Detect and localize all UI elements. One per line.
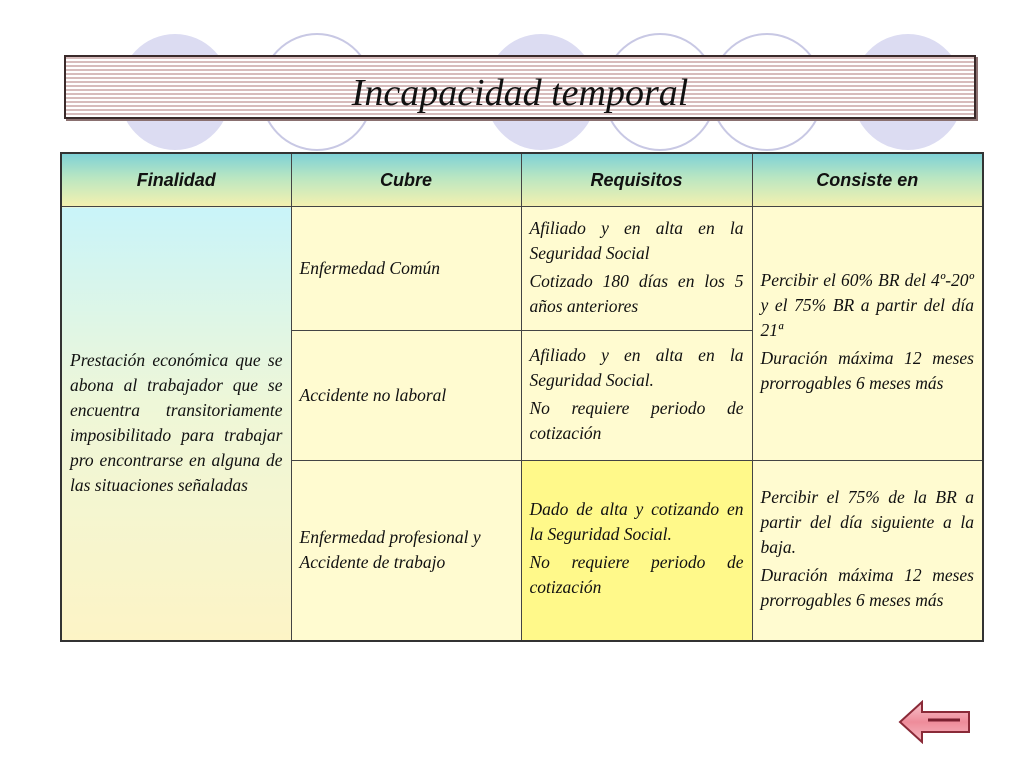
consiste-text: Duración máxima 12 meses prorrogables 6 meses más xyxy=(760,348,974,393)
finalidad-cell: Prestación económica que se abona al trabajador que se encuentra transitoriamente imposibilitado para trabajar pro encontrarse en alguna de las situaciones señaladas xyxy=(61,207,291,641)
title-bar xyxy=(64,55,976,119)
incapacidad-table xyxy=(60,152,984,642)
header-requisitos: Requisitos xyxy=(521,153,752,207)
page-title: Incapacidad temporal xyxy=(351,72,689,114)
cubre-cell: Accidente no laboral xyxy=(291,331,521,461)
requisitos-cell xyxy=(521,207,752,331)
consiste-text: Duración máxima 12 meses prorrogables 6 meses más xyxy=(760,564,974,610)
requisito-text: Afiliado y en alta en la Seguridad Social xyxy=(529,217,744,263)
requisito-text: Afiliado y en alta en la Seguridad Social. xyxy=(529,344,744,390)
header-cubre: Cubre xyxy=(291,153,521,207)
header-finalidad: Finalidad xyxy=(61,153,291,207)
consiste-cell xyxy=(752,207,983,461)
requisitos-cell xyxy=(521,461,752,641)
requisitos-cell xyxy=(521,331,752,461)
requisito-text: No requiere periodo de cotización xyxy=(529,552,744,598)
requisito-text: Dado de alta y cotizando en la Seguridad Social. xyxy=(529,499,744,545)
table-header-row xyxy=(61,153,983,207)
consiste-text: Percibir el 60% BR del 4º-20º y el 75% BR a partir del día 21ª xyxy=(760,270,974,340)
cubre-cell: Enfermedad Común xyxy=(291,207,521,331)
requisito-text: No requiere periodo de cotización xyxy=(529,397,744,443)
consiste-cell xyxy=(752,461,983,641)
back-arrow-icon[interactable] xyxy=(898,700,972,744)
table-row xyxy=(61,207,983,331)
requisito-text: Cotizado 180 días en los 5 años anteriores xyxy=(529,270,744,316)
header-consiste-en: Consiste en xyxy=(752,153,983,207)
consiste-text: Percibir el 75% de la BR a partir del día siguiente a la baja. xyxy=(760,486,974,557)
cubre-cell: Enfermedad profesional y Accidente de trabajo xyxy=(291,461,521,641)
